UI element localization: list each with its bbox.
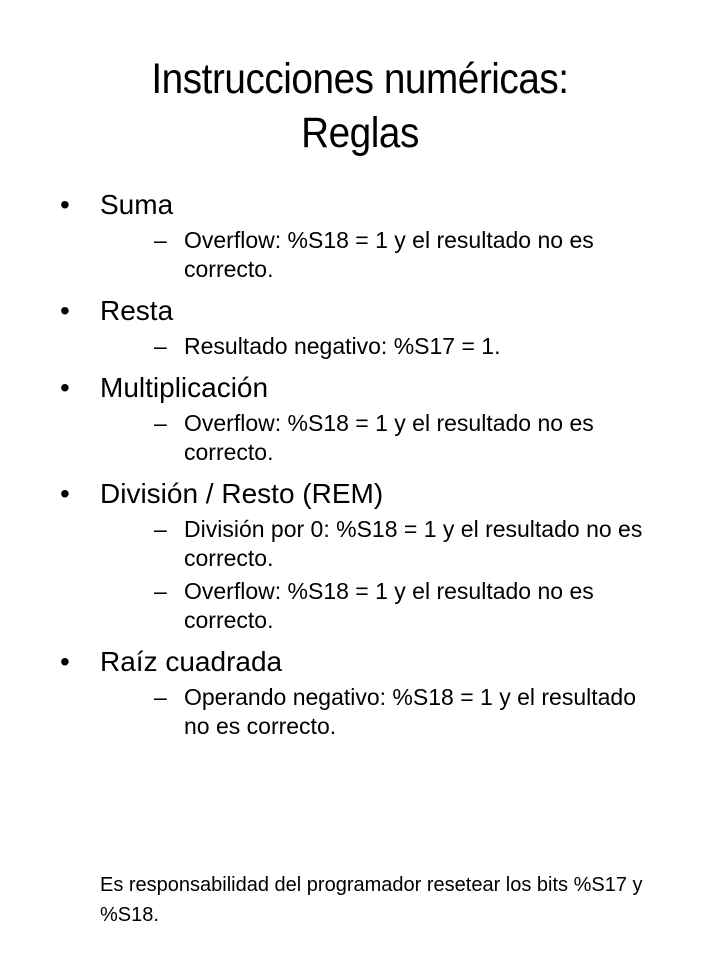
sub-item-text: División por 0: %S18 = 1 y el resultado no es correcto. bbox=[184, 516, 643, 571]
sub-item bbox=[100, 577, 660, 635]
bullet-raiz-cuadrada bbox=[60, 645, 660, 741]
dash-icon: – bbox=[154, 227, 167, 253]
bullet-dot-icon: • bbox=[60, 478, 70, 509]
dash-icon: – bbox=[154, 410, 167, 436]
sub-item bbox=[100, 515, 660, 573]
sub-item-text: Overflow: %S18 = 1 y el resultado no es correcto. bbox=[184, 410, 594, 465]
dash-icon: – bbox=[154, 684, 167, 710]
bullet-resta bbox=[60, 294, 660, 361]
title-line-2: Reglas bbox=[301, 109, 419, 157]
sub-item-text: Overflow: %S18 = 1 y el resultado no es correcto. bbox=[184, 578, 594, 633]
dash-icon: – bbox=[154, 516, 167, 542]
bullet-label: Multiplicación bbox=[100, 372, 269, 403]
sub-item-text: Overflow: %S18 = 1 y el resultado no es correcto. bbox=[184, 227, 594, 282]
bullet-dot-icon: • bbox=[60, 189, 70, 220]
bullet-dot-icon: • bbox=[60, 295, 70, 326]
page-title bbox=[72, 52, 648, 160]
bullet-list bbox=[60, 188, 660, 741]
bullet-suma bbox=[60, 188, 660, 284]
bullet-label: Resta bbox=[100, 295, 174, 326]
sub-item bbox=[100, 332, 660, 361]
title-line-1: Instrucciones numéricas: bbox=[151, 55, 569, 103]
sub-item-text: Operando negativo: %S18 = 1 y el resultado no es correcto. bbox=[184, 684, 636, 739]
bullet-dot-icon: • bbox=[60, 372, 70, 403]
bullet-dot-icon: • bbox=[60, 646, 70, 677]
bullet-multiplicacion bbox=[60, 371, 660, 467]
sub-item bbox=[100, 409, 660, 467]
sub-item bbox=[100, 226, 660, 284]
bullet-label: Raíz cuadrada bbox=[100, 646, 283, 677]
bullet-division bbox=[60, 477, 660, 635]
dash-icon: – bbox=[154, 578, 167, 604]
footnote: Es responsabilidad del programador resetear los bits %S17 y %S18. bbox=[100, 874, 643, 926]
dash-icon: – bbox=[154, 333, 167, 359]
bullet-label: División / Resto (REM) bbox=[100, 478, 384, 509]
sub-item bbox=[100, 683, 660, 741]
bullet-label: Suma bbox=[100, 189, 174, 220]
sub-item-text: Resultado negativo: %S17 = 1. bbox=[184, 333, 501, 359]
